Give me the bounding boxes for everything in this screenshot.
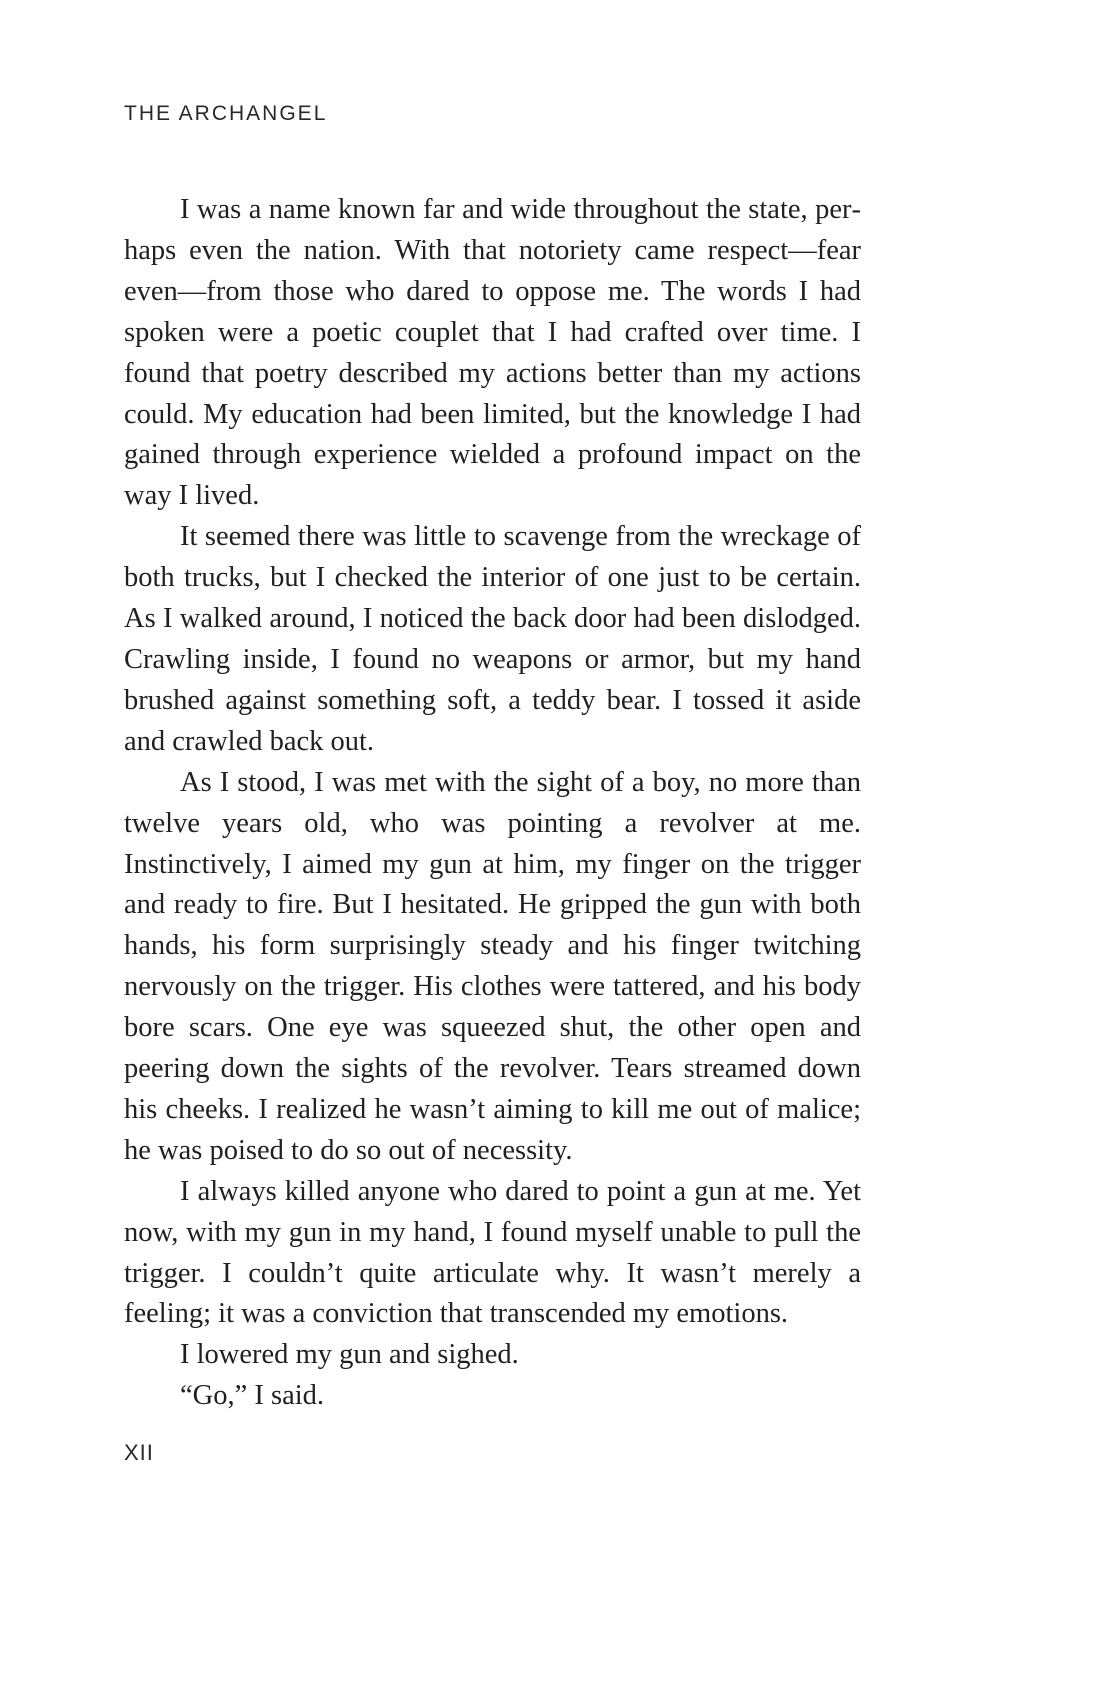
- page-number: XII: [124, 1440, 154, 1465]
- paragraph: I always killed anyone who dared to point a gun at me. Yet now, with my gun in my hand, I found myself unable to pull the trigger. I couldn’t quite articulate why. It wasn’t merely a feeling; it was a conviction that transcended my emotions.: [124, 1175, 861, 1330]
- paragraph: I was a name known far and wide throughout the state, perhaps even the nation. With that notoriety came respect—fear even—from those who dared to oppose me. The words I had spoken were a poetic couplet that I had crafted over time. I found that poetry described my actions better than my actions could. My education had been limited, but the knowledge I had gained through experience wielded a profound impact on the way I lived.: [124, 194, 861, 512]
- body-text: [124, 190, 861, 1417]
- paragraph: I lowered my gun and sighed.: [180, 1339, 519, 1371]
- paragraph: It seemed there was little to scavenge from the wreckage of both trucks, but I checked the interior of one just to be certain. As I walked around, I noticed the back door had been dislodged. Crawling inside, I found no weapons or armor, but my hand brushed against something soft, a teddy bear. I tossed it aside and crawled back out.: [124, 521, 861, 757]
- running-head: THE ARCHANGEL: [124, 102, 328, 125]
- paragraph: “Go,” I said.: [180, 1380, 325, 1412]
- paragraph: As I stood, I was met with the sight of a boy, no more than twelve years old, who was pointing a revolver at me. Instinctively, I aimed my gun at him, my finger on the trigger and ready to fire. But I hesitated. He gripped the gun with both hands, his form surprisingly steady and his finger twitching nervously on the trigger. His clothes were tattered, and his body bore scars. One eye was squeezed shut, the other open and peering down the sights of the revolver. Tears streamed down his cheeks. I realized he wasn’t aiming to kill me out of malice; he was poised to do so out of necessity.: [124, 766, 861, 1166]
